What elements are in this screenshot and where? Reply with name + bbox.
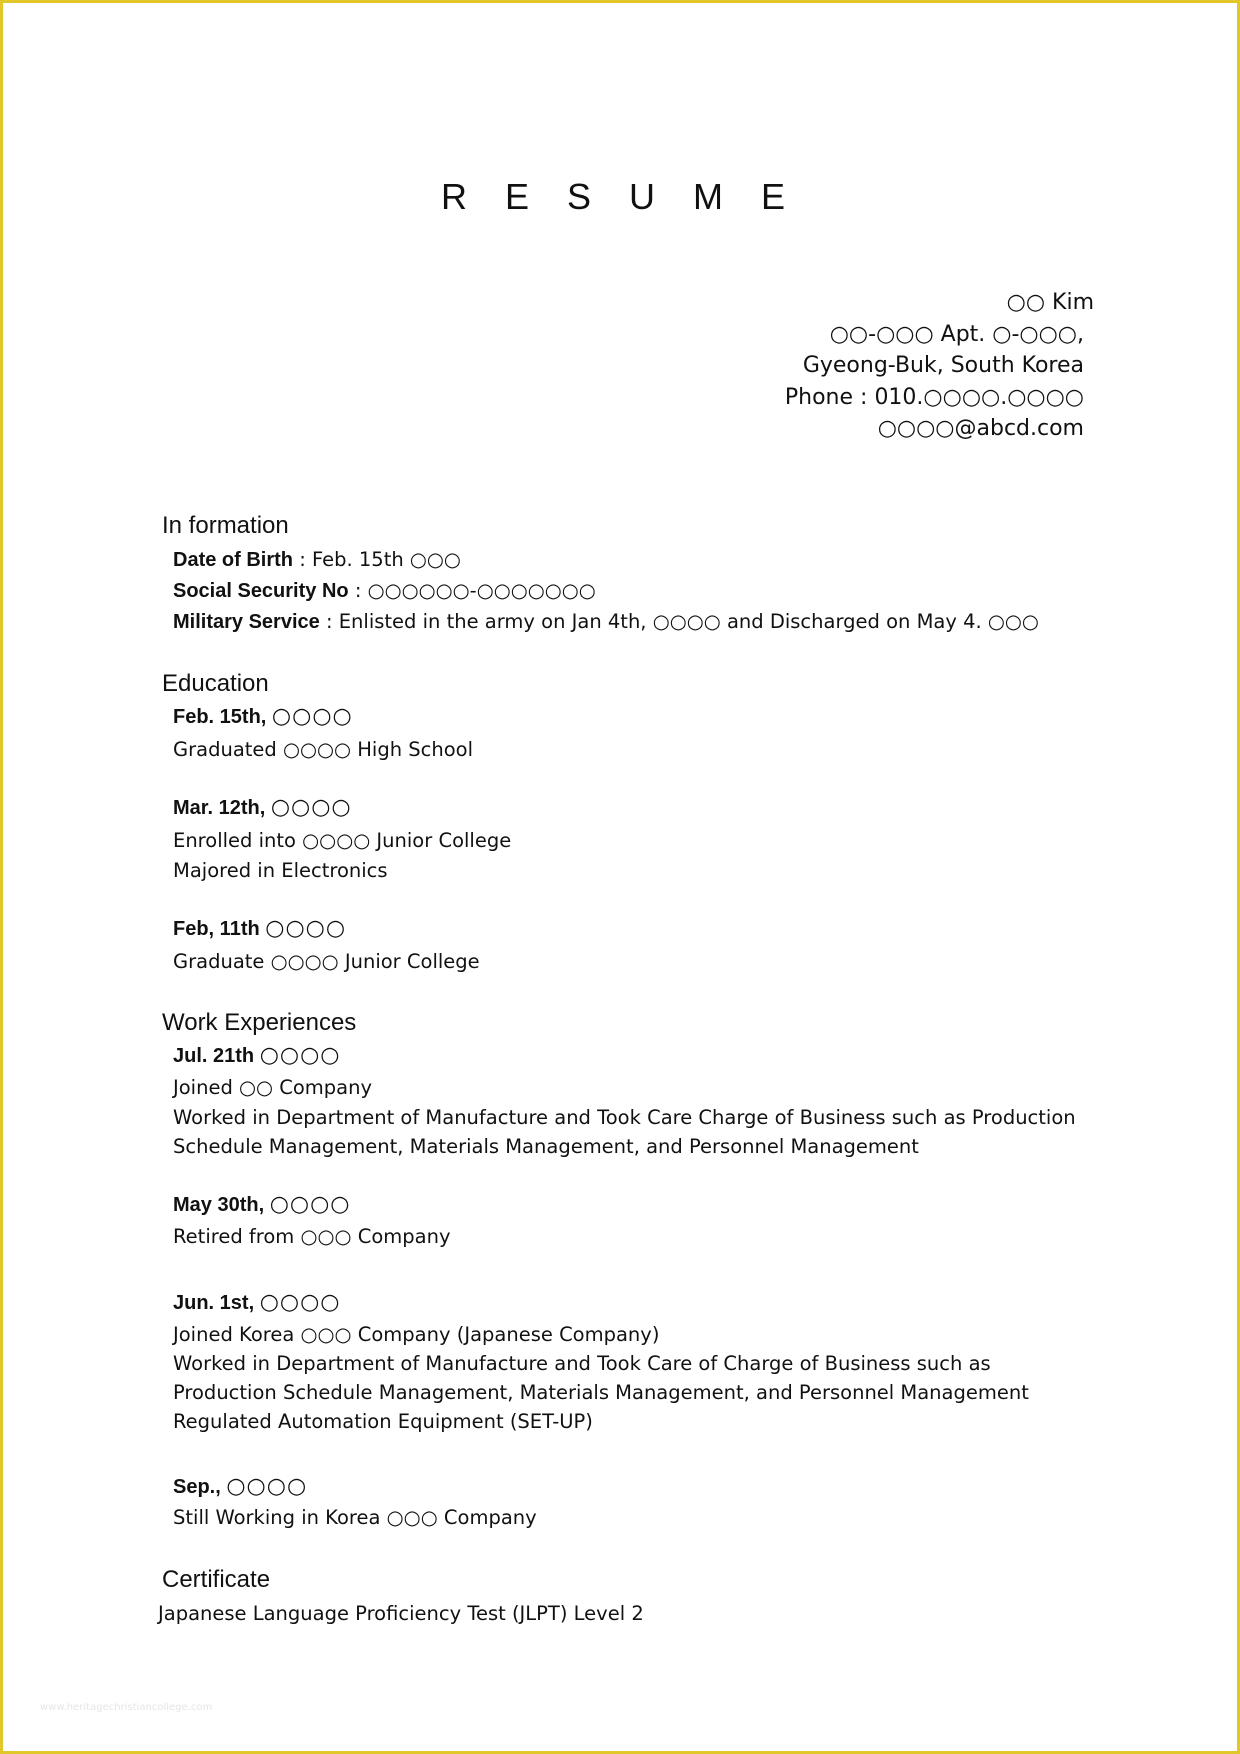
contact-name: ○○ Kim (1006, 290, 1094, 315)
info-military (173, 610, 1039, 634)
work-date (173, 1474, 307, 1499)
education-date-label: Mar. 12th, (173, 797, 266, 819)
work-date-year: ○○○○ (259, 1043, 341, 1068)
info-military-value: : Enlisted in the army on Jan 4th, ○○○○ and Discharged on May 4. ○○○ (319, 610, 1039, 633)
info-birth-value: : Feb. 15th ○○○ (293, 548, 461, 571)
education-date-year: ○○○○ (265, 916, 347, 941)
education-date-label: Feb. 15th, (173, 706, 267, 728)
work-detail: Schedule Management, Materials Management, and Personnel Management (173, 1135, 919, 1158)
info-ssn-label: Social Security No (173, 580, 349, 602)
section-heading-information: In formation (162, 512, 289, 539)
watermark: www.heritagechristiancollege.com (40, 1702, 213, 1713)
work-detail: Production Schedule Management, Materials Management, and Personnel Management (173, 1381, 1029, 1404)
contact-address-line-1: ○○-○○○ Apt. ○-○○○, (829, 321, 1084, 347)
work-date-year: ○○○○ (226, 1474, 308, 1499)
section-heading-work: Work Experiences (162, 1009, 357, 1036)
page-title: R E S U M E (440, 176, 800, 217)
work-detail: Joined ○○ Company (173, 1076, 373, 1099)
work-date-label: Jun. 1st, (173, 1292, 255, 1314)
work-date-year: ○○○○ (259, 1290, 341, 1315)
section-heading-certificate: Certificate (162, 1566, 271, 1593)
work-detail: Worked in Department of Manufacture and Took Care Charge of Business such as Production (173, 1106, 1076, 1129)
education-date-label: Feb, 11th (173, 918, 260, 940)
work-date-year: ○○○○ (269, 1192, 351, 1217)
work-date-label: Sep., (173, 1476, 221, 1498)
education-date-year: ○○○○ (270, 795, 352, 820)
work-detail: Regulated Automation Equipment (SET-UP) (173, 1410, 593, 1433)
education-date (173, 916, 346, 941)
work-detail: Still Working in Korea ○○○ Company (173, 1506, 537, 1529)
work-date-label: May 30th, (173, 1194, 265, 1216)
education-detail: Majored in Electronics (173, 859, 388, 882)
education-date-year: ○○○○ (271, 704, 353, 729)
contact-phone: Phone : 010.○○○○.○○○○ (784, 384, 1084, 410)
work-date (173, 1043, 341, 1068)
certificate-item: Japanese Language Proficiency Test (JLPT) Level 2 (158, 1602, 644, 1625)
work-detail: Worked in Department of Manufacture and Took Care of Charge of Business such as (173, 1352, 991, 1375)
info-birth-label: Date of Birth (173, 549, 293, 571)
education-date (173, 795, 352, 820)
education-detail: Graduate ○○○○ Junior College (173, 950, 480, 973)
info-military-label: Military Service (173, 611, 320, 633)
contact-address-line-2: Gyeong-Buk, South Korea (802, 353, 1084, 378)
work-date (173, 1192, 351, 1217)
work-detail: Joined Korea ○○○ Company (Japanese Company) (173, 1323, 660, 1346)
education-detail: Graduated ○○○○ High School (173, 738, 473, 761)
education-detail: Enrolled into ○○○○ Junior College (173, 829, 512, 852)
work-date (173, 1290, 341, 1315)
work-detail: Retired from ○○○ Company (173, 1225, 451, 1248)
info-birth (173, 548, 461, 572)
section-heading-education: Education (162, 670, 269, 697)
info-ssn (173, 579, 596, 603)
contact-email: ○○○○@abcd.com (877, 416, 1084, 441)
education-date (173, 704, 353, 729)
info-ssn-value: : ○○○○○○-○○○○○○○ (348, 579, 596, 602)
contact-block (784, 287, 1094, 445)
work-date-label: Jul. 21th (173, 1045, 255, 1067)
